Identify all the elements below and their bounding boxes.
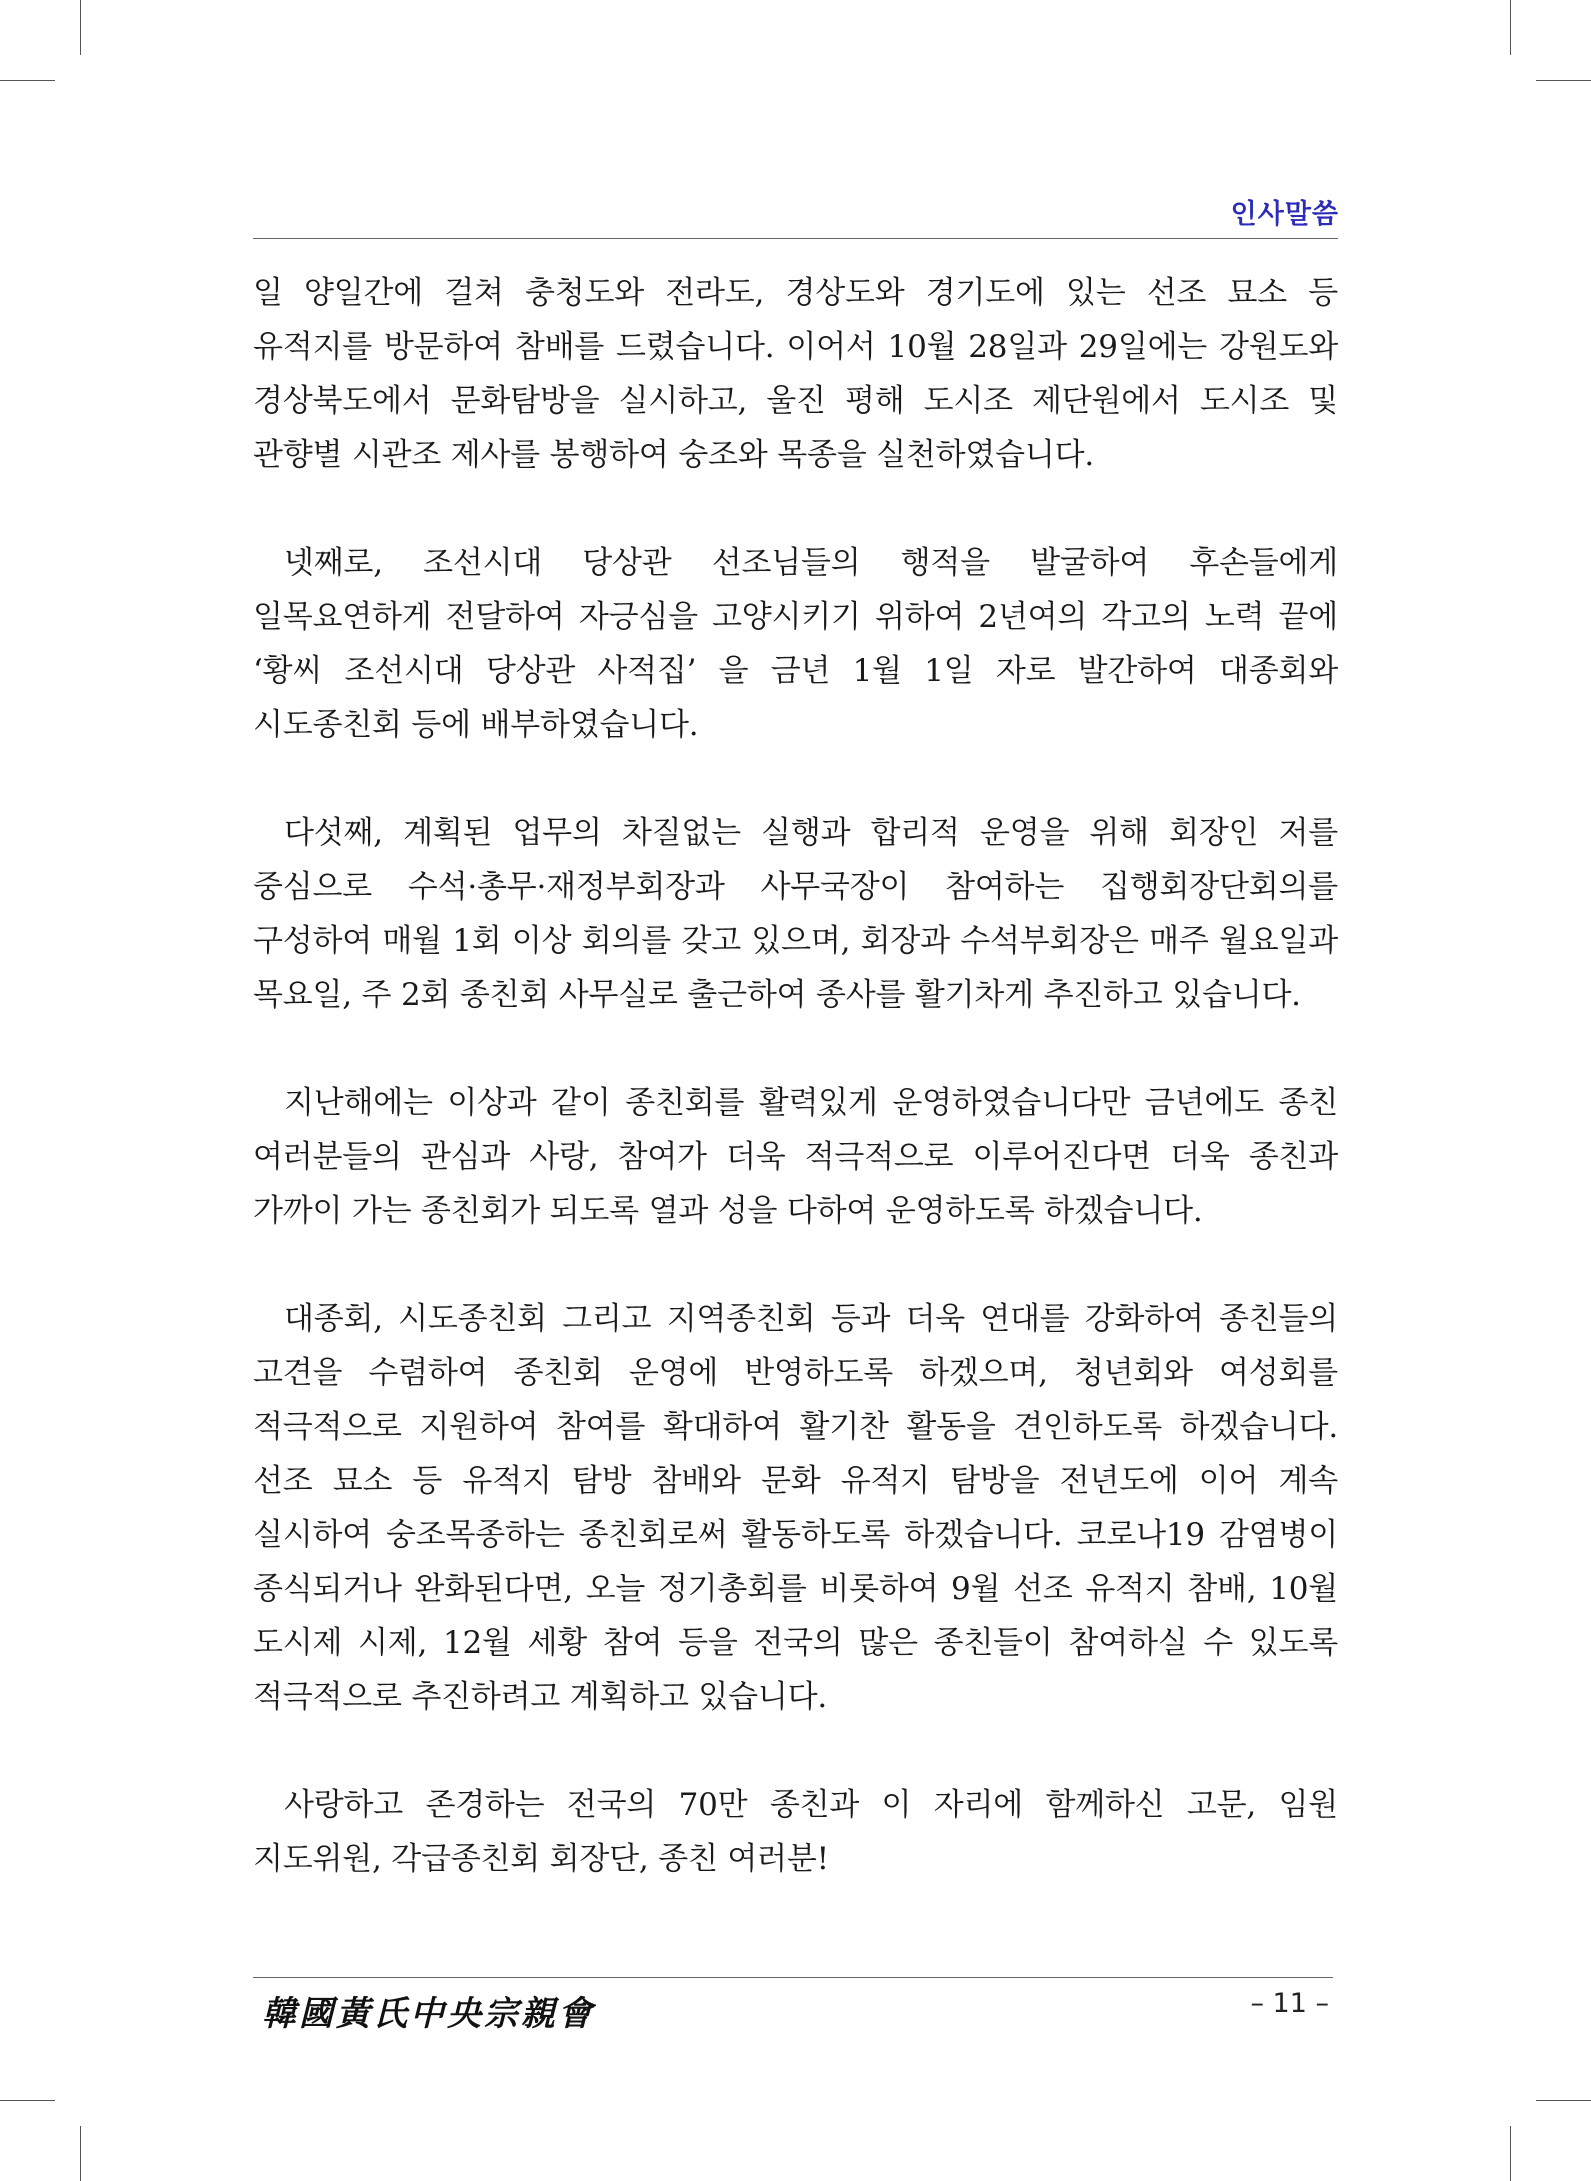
crop-mark bbox=[0, 80, 55, 81]
crop-mark bbox=[1510, 0, 1511, 55]
crop-mark bbox=[80, 2126, 81, 2181]
crop-mark bbox=[1536, 80, 1591, 81]
crop-mark bbox=[0, 2100, 55, 2101]
document-body bbox=[253, 266, 1338, 1886]
paragraph-2: 넷째로, 조선시대 당상관 선조님들의 행적을 발굴하여 후손들에게 일목요연하게 전달하여 자긍심을 고양시키기 위하여 2년여의 각고의 노력 끝에 ‘황씨 조선시대 당상관 사적집’ 을 금년 1월 1일 자로 발간하여 대종회와 시도종친회 등에 배부하였습니다. bbox=[253, 545, 1338, 743]
paragraph-4: 지난해에는 이상과 같이 종친회를 활력있게 운영하였습니다만 금년에도 종친 여러분들의 관심과 사랑, 참여가 더욱 적극적으로 이루어진다면 더욱 종친과 가까이 가는 종친회가 되도록 열과 성을 다하여 운영하도록 하겠습니다. bbox=[253, 1085, 1338, 1229]
paragraph-3: 다섯째, 계획된 업무의 차질없는 실행과 합리적 운영을 위해 회장인 저를 중심으로 수석·총무·재정부회장과 사무국장이 참여하는 집행회장단회의를 구성하여 매월 1회 이상 회의를 갖고 있으며, 회장과 수석부회장은 매주 월요일과 목요일, 주 2회 종친회 사무실로 출근하여 종사를 활기차게 추진하고 있습니다. bbox=[253, 815, 1338, 1013]
page-number: – 11 – bbox=[1250, 1988, 1329, 2019]
crop-mark bbox=[1536, 2100, 1591, 2101]
footer-divider bbox=[253, 1977, 1333, 1978]
paragraph-5: 대종회, 시도종친회 그리고 지역종친회 등과 더욱 연대를 강화하여 종친들의 고견을 수렴하여 종친회 운영에 반영하도록 하겠으며, 청년회와 여성회를 적극적으로 지원하여 참여를 확대하여 활기찬 활동을 견인하도록 하겠습니다. 선조 묘소 등 유적지 탐방 참배와 문화 유적지 탐방을 전년도에 이어 계속 실시하여 숭조목종하는 종친회로써 활동하도록 하겠습니다. 코로나19 감염병이 종식되거나 완화된다면, 오늘 정기총회를 비롯하여 9월 선조 유적지 참배, 10월 도시제 시제, 12월 세황 참여 등을 전국의 많은 종친들이 참여하실 수 있도록 적극적으로 추진하려고 계획하고 있습니다. bbox=[253, 1301, 1338, 1715]
crop-mark bbox=[1510, 2126, 1511, 2181]
paragraph-1: 일 양일간에 걸쳐 충청도와 전라도, 경상도와 경기도에 있는 선조 묘소 등 유적지를 방문하여 참배를 드렸습니다. 이어서 10월 28일과 29일에는 강원도와 경상북도에서 문화탐방을 실시하고, 울진 평해 도시조 제단원에서 도시조 및 관향별 시관조 제사를 봉행하여 숭조와 목종을 실천하였습니다. bbox=[253, 275, 1338, 473]
paragraph-6: 사랑하고 존경하는 전국의 70만 종친과 이 자리에 함께하신 고문, 임원 지도위원, 각급종친회 회장단, 종친 여러분! bbox=[253, 1787, 1338, 1877]
header-divider bbox=[253, 238, 1338, 239]
footer-organization: 韓國黃氏中央宗親會 bbox=[262, 1994, 595, 2034]
section-title: 인사말씀 bbox=[1230, 199, 1339, 230]
crop-mark bbox=[80, 0, 81, 55]
